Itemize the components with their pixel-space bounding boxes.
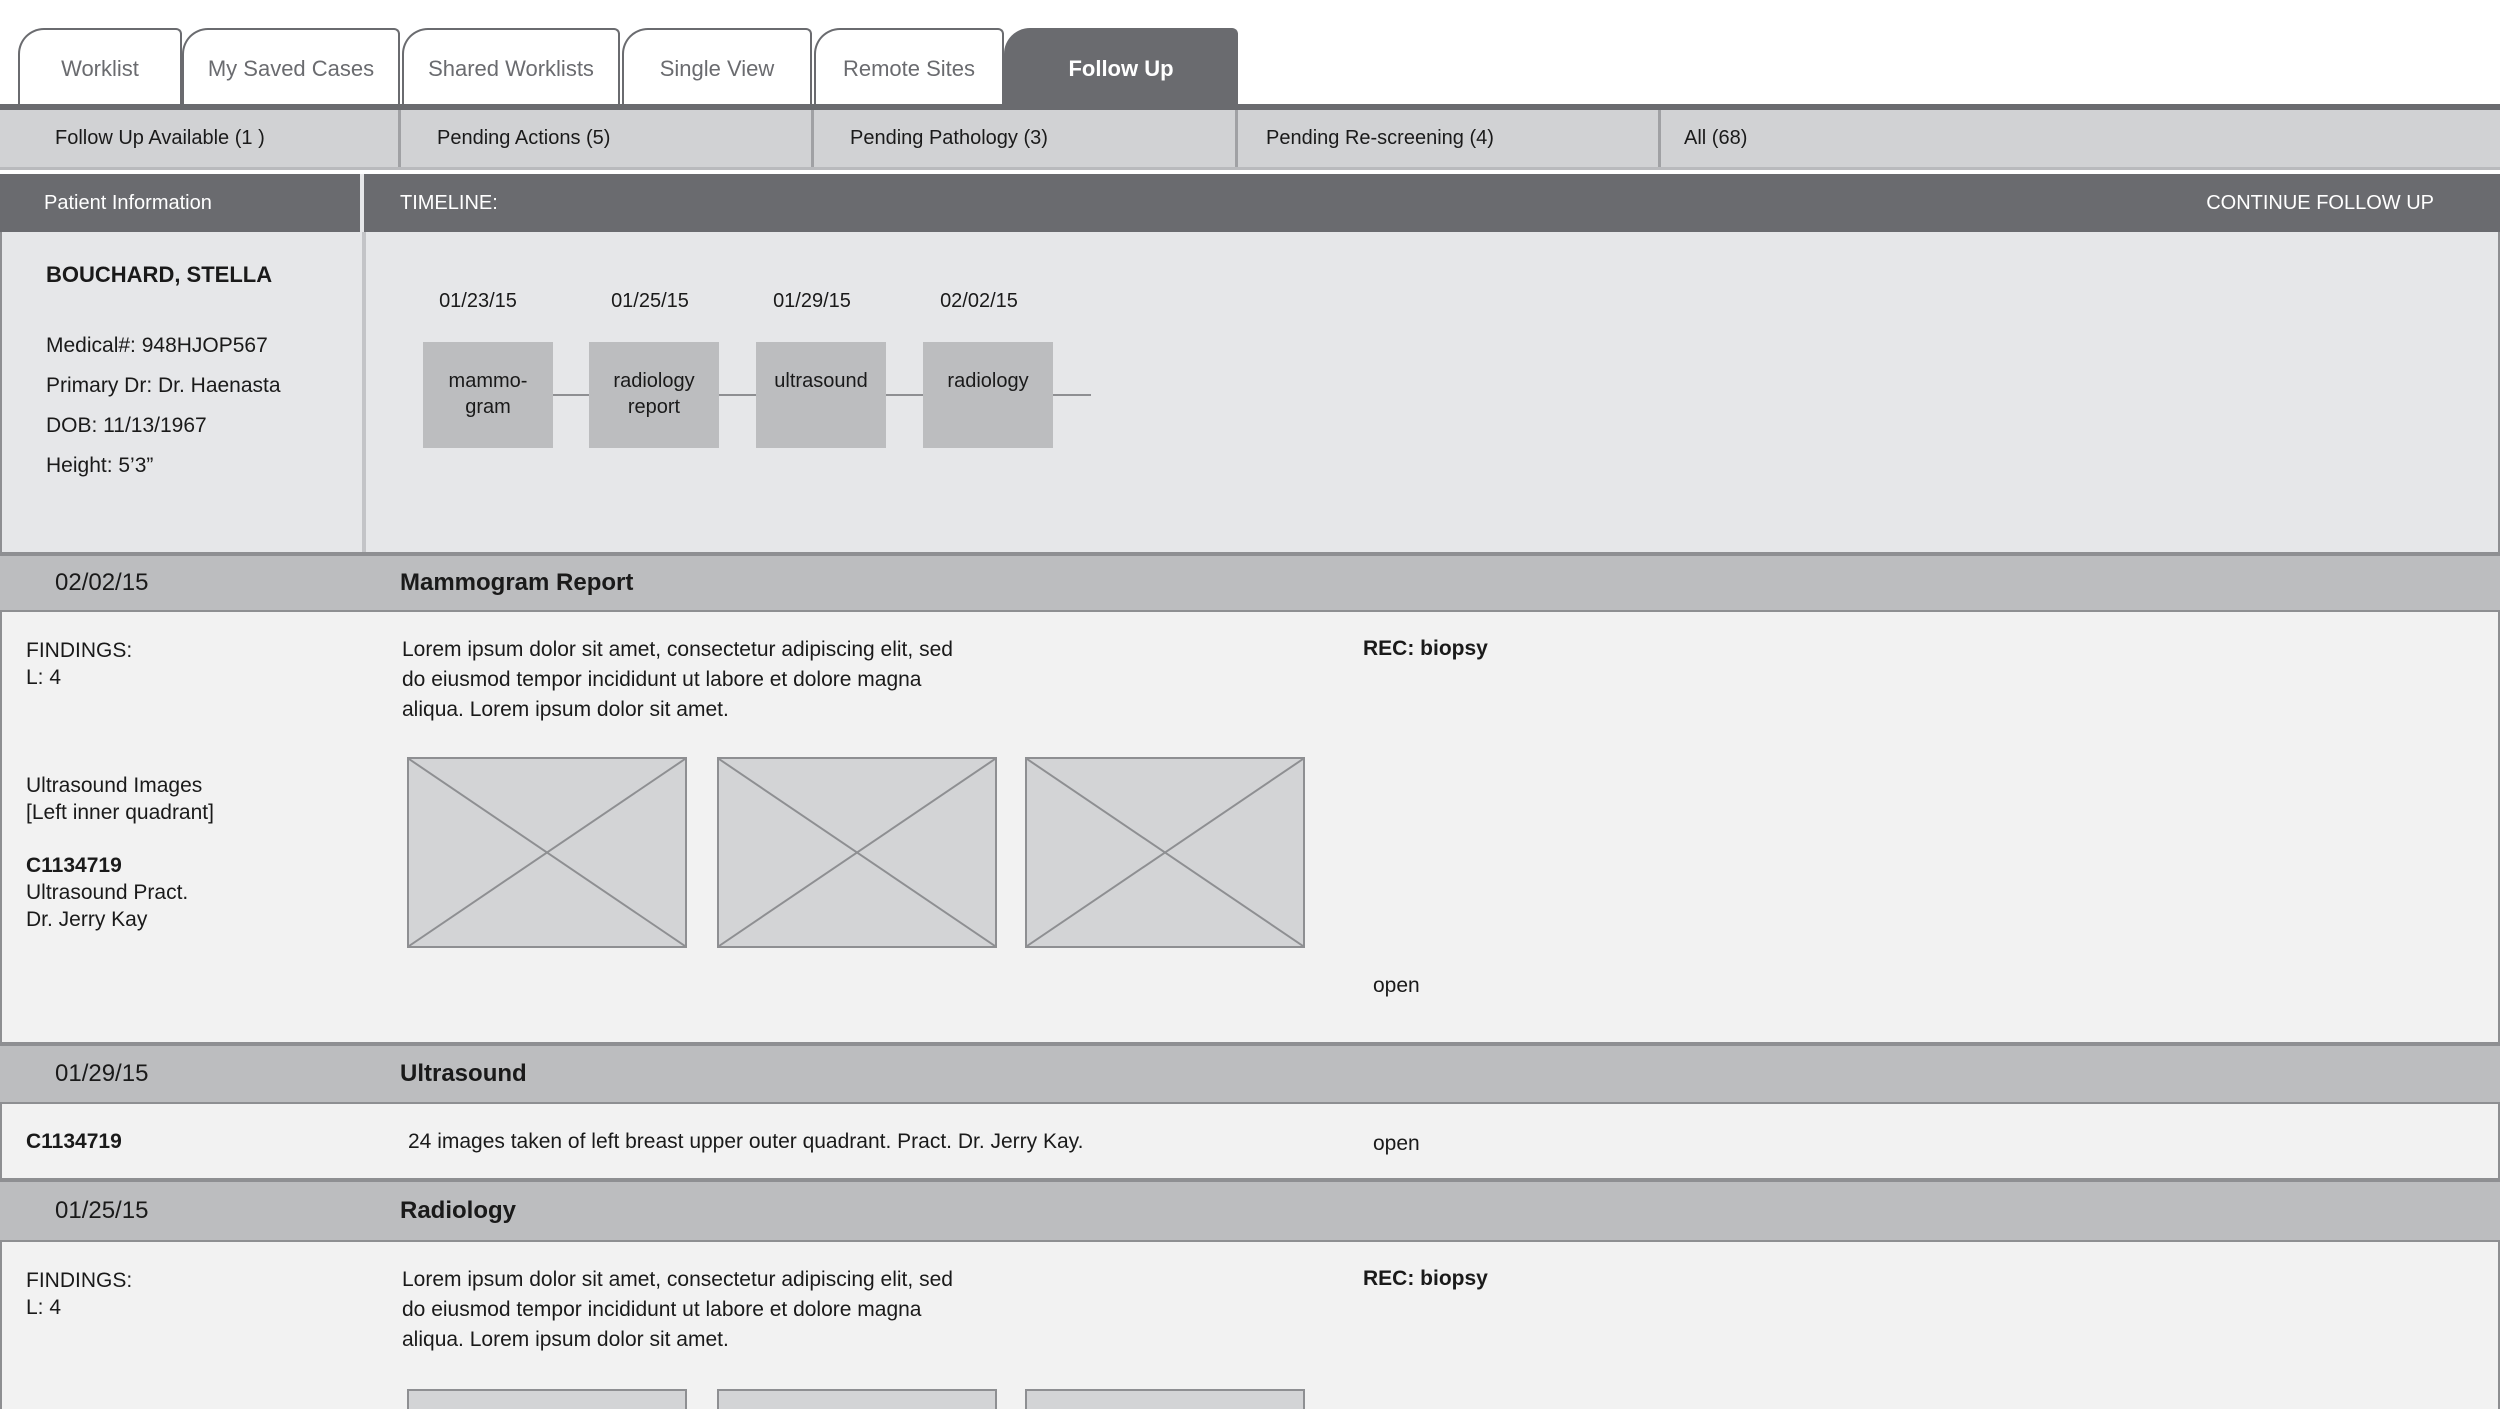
patient-information-heading: Patient Information <box>44 191 212 214</box>
timeline-connector <box>719 394 757 396</box>
report-text <box>402 635 1022 725</box>
subtab-divider <box>811 110 814 170</box>
status-open-link[interactable]: open <box>1373 1132 1420 1155</box>
record-title: Radiology <box>400 1197 517 1224</box>
status-open-link[interactable]: open <box>1373 974 1420 997</box>
record-body-radiology <box>0 1240 2500 1409</box>
header-divider <box>360 174 364 232</box>
timeline-event-radiology-report[interactable] <box>589 342 719 448</box>
ultrasound-image-thumbnail[interactable] <box>1025 757 1305 948</box>
timeline-event-label: ultrasound <box>774 370 868 392</box>
timeline-heading: TIMELINE: <box>400 191 498 214</box>
findings-label: FINDINGS: <box>26 639 133 662</box>
record-date: 01/25/15 <box>55 1197 149 1224</box>
timeline-event-label: mammo- <box>448 370 528 392</box>
subtab-bottom-border <box>0 167 2500 170</box>
patient-name: BOUCHARD, STELLA <box>46 262 273 287</box>
tab-single-view[interactable]: Single View <box>622 28 812 108</box>
timeline-connector <box>886 394 924 396</box>
tab-shared-worklists[interactable]: Shared Worklists <box>402 28 620 108</box>
tab-follow-up[interactable]: Follow Up <box>1004 28 1238 108</box>
report-text-line: aliqua. Lorem ipsum dolor sit amet. <box>402 1328 729 1351</box>
practitioner-name: Dr. Jerry Kay <box>26 908 148 931</box>
tab-worklist[interactable]: Worklist <box>18 28 182 108</box>
report-text <box>402 1265 1022 1355</box>
report-text-line: do eiusmod tempor incididunt ut labore et dolore magna <box>402 1298 922 1321</box>
section-header-bar <box>0 174 2500 232</box>
timeline-connector <box>1053 394 1091 396</box>
record-header-radiology[interactable] <box>0 1180 2500 1240</box>
record-title: Ultrasound <box>400 1060 527 1087</box>
record-body-mammogram <box>0 610 2500 1044</box>
timeline-event-mammogram[interactable] <box>423 342 553 448</box>
timeline-date: 02/02/15 <box>940 290 1018 312</box>
tab-my-saved-cases[interactable]: My Saved Cases <box>182 28 400 108</box>
timeline-date: 01/23/15 <box>439 290 517 312</box>
patient-panel <box>0 232 2500 554</box>
images-label: Ultrasound Images <box>26 774 203 797</box>
subtab-divider <box>1658 110 1661 170</box>
timeline-event-label: radiology <box>613 370 695 392</box>
tab-remote-sites[interactable]: Remote Sites <box>814 28 1004 108</box>
subtab-pending-pathology[interactable]: Pending Pathology (3) <box>850 127 1048 149</box>
subtab-divider <box>1235 110 1238 170</box>
image-thumbnail[interactable] <box>1025 1389 1305 1409</box>
record-title: Mammogram Report <box>400 569 634 596</box>
continue-follow-up-button[interactable]: CONTINUE FOLLOW UP <box>2206 191 2434 214</box>
recommendation: REC: biopsy <box>1363 1267 1488 1290</box>
main-tab-bar <box>0 0 2500 110</box>
timeline-date: 01/29/15 <box>773 290 851 312</box>
report-text-line: Lorem ipsum dolor sit amet, consectetur adipiscing elit, sed <box>402 1268 953 1291</box>
record-header-mammogram[interactable] <box>0 554 2500 610</box>
record-date: 01/29/15 <box>55 1060 149 1087</box>
report-text-line: Lorem ipsum dolor sit amet, consectetur adipiscing elit, sed <box>402 638 953 661</box>
subtab-pending-actions[interactable]: Pending Actions (5) <box>437 127 611 149</box>
timeline-event-ultrasound[interactable] <box>756 342 886 448</box>
timeline-event-radiology[interactable] <box>923 342 1053 448</box>
ultrasound-description: 24 images taken of left breast upper outer quadrant. Pract. Dr. Jerry Kay. <box>408 1130 1084 1153</box>
report-text-line: do eiusmod tempor incididunt ut labore et dolore magna <box>402 668 922 691</box>
timeline-event-label: radiology <box>947 370 1029 392</box>
date-of-birth: DOB: 11/13/1967 <box>46 414 207 437</box>
findings-level: L: 4 <box>26 666 62 689</box>
image-thumbnail[interactable] <box>407 1389 687 1409</box>
record-header-ultrasound[interactable] <box>0 1044 2500 1102</box>
findings-label: FINDINGS: <box>26 1269 133 1292</box>
record-body-ultrasound <box>0 1102 2500 1180</box>
follow-up-subtab-bar <box>0 110 2500 170</box>
recommendation: REC: biopsy <box>1363 637 1488 660</box>
subtab-divider <box>398 110 401 170</box>
ultrasound-image-thumbnail[interactable] <box>717 757 997 948</box>
patient-panel-divider <box>362 232 366 552</box>
image-thumbnail[interactable] <box>717 1389 997 1409</box>
timeline-event-label: report <box>627 396 681 418</box>
medical-number: Medical#: 948HJOP567 <box>46 334 268 357</box>
report-text-line: aliqua. Lorem ipsum dolor sit amet. <box>402 698 729 721</box>
subtab-all[interactable]: All (68) <box>1684 127 1748 149</box>
timeline-date: 01/25/15 <box>611 290 689 312</box>
subtab-pending-rescreening[interactable]: Pending Re-screening (4) <box>1266 127 1494 149</box>
primary-doctor: Primary Dr: Dr. Haenasta <box>46 374 281 397</box>
subtab-follow-up-available[interactable]: Follow Up Available (1 ) <box>55 127 265 149</box>
patient-height: Height: 5’3” <box>46 454 154 477</box>
case-id: C1134719 <box>26 1130 122 1153</box>
record-date: 02/02/15 <box>55 569 149 596</box>
practitioner-role: Ultrasound Pract. <box>26 881 189 904</box>
images-quadrant: [Left inner quadrant] <box>26 801 214 824</box>
ultrasound-image-thumbnail[interactable] <box>407 757 687 948</box>
timeline-event-label: gram <box>465 396 511 418</box>
case-id: C1134719 <box>26 854 122 877</box>
findings-level: L: 4 <box>26 1296 62 1319</box>
